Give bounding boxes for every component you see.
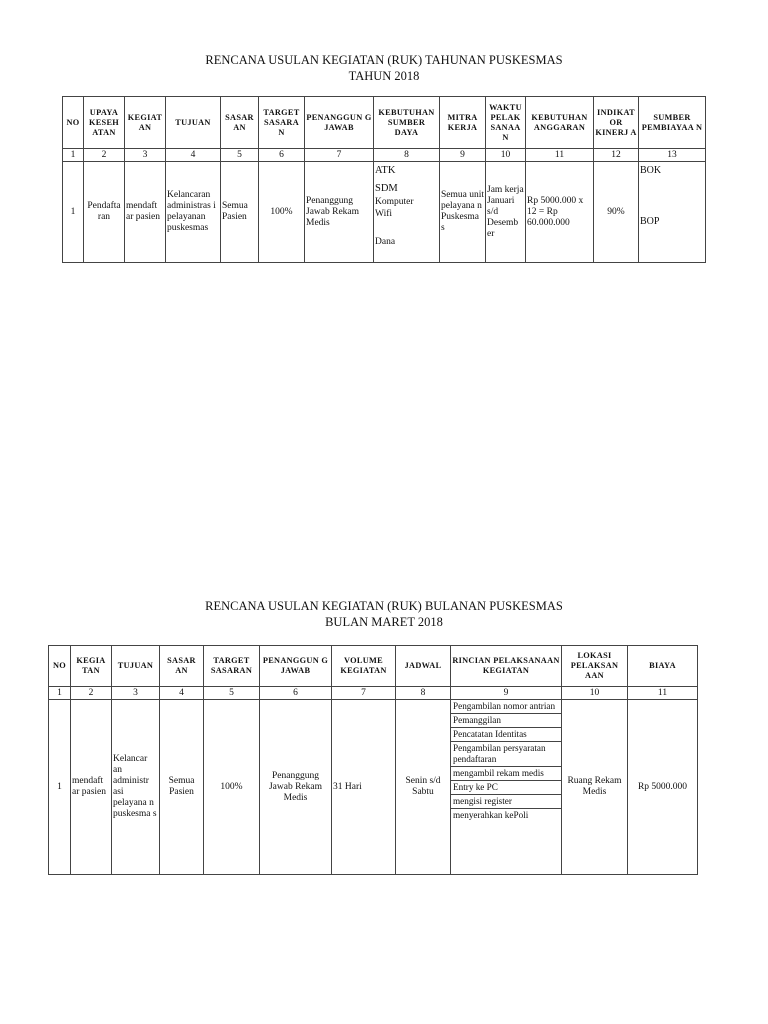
monthly-header-cell: SASAR AN (160, 646, 204, 687)
monthly-title (0, 598, 768, 630)
annual-ruk-table (62, 96, 706, 263)
monthly-number-cell: 1 (49, 687, 71, 700)
annual-kegiatan: mendaft ar pasien (125, 162, 166, 263)
annual-number-cell: 5 (221, 149, 259, 162)
monthly-sasaran: Semua Pasien (160, 700, 204, 875)
monthly-no: 1 (49, 700, 71, 875)
monthly-header-cell: RINCIAN PELAKSANAAN KEGIATAN (451, 646, 562, 687)
monthly-lokasi: Ruang Rekam Medis (562, 700, 628, 875)
annual-pembiayaan (639, 162, 706, 263)
annual-title-line1: RENCANA USULAN KEGIATAN (RUK) TAHUNAN PUSKESMAS (205, 53, 563, 67)
monthly-target: 100% (204, 700, 260, 875)
annual-number-cell: 7 (305, 149, 374, 162)
monthly-number-row (49, 687, 698, 700)
annual-number-cell: 4 (166, 149, 221, 162)
monthly-ruk-table (48, 645, 698, 875)
monthly-header-cell: NO (49, 646, 71, 687)
annual-waktu: Jam kerja Januari s/d Desemb er (486, 162, 526, 263)
annual-header-cell: KEBUTUHAN ANGGARAN (526, 97, 594, 149)
annual-header-cell: TUJUAN (166, 97, 221, 149)
monthly-number-cell: 9 (451, 687, 562, 700)
monthly-header-cell: JADWAL (396, 646, 451, 687)
annual-header-cell: SUMBER PEMBIAYAA N (639, 97, 706, 149)
annual-number-cell: 2 (84, 149, 125, 162)
rincian-item: menyerahkan kePoli (453, 810, 529, 820)
monthly-penanggung: Penanggung Jawab Rekam Medis (260, 700, 332, 875)
monthly-header-row (49, 646, 698, 687)
annual-header-cell: PENANGGUN G JAWAB (305, 97, 374, 149)
annual-penanggung: Penanggung Jawab Rekam Medis (305, 162, 374, 263)
monthly-header-cell: TUJUAN (112, 646, 160, 687)
annual-number-cell: 12 (594, 149, 639, 162)
annual-number-row (63, 149, 706, 162)
sumber-daya-wifi: Wifi (375, 209, 393, 219)
annual-number-cell: 1 (63, 149, 84, 162)
annual-number-cell: 9 (440, 149, 486, 162)
monthly-number-cell: 11 (628, 687, 698, 700)
rincian-item: mengisi register (451, 795, 561, 809)
monthly-number-cell: 6 (260, 687, 332, 700)
annual-no: 1 (63, 162, 84, 263)
monthly-header-cell: PENANGGUN G JAWAB (260, 646, 332, 687)
monthly-number-cell: 4 (160, 687, 204, 700)
annual-number-cell: 13 (639, 149, 706, 162)
annual-anggaran: Rp 5000.000 x 12 = Rp 60.000.000 (526, 162, 594, 263)
annual-target: 100% (259, 162, 305, 263)
monthly-number-cell: 10 (562, 687, 628, 700)
monthly-tujuan: Kelancar an administr asi pelayana n puskesma s (112, 700, 160, 875)
monthly-number-cell: 8 (396, 687, 451, 700)
rincian-item: mengambil rekam medis (451, 767, 561, 781)
monthly-biaya: Rp 5000.000 (628, 700, 698, 875)
sumber-daya-sdm: SDM (375, 183, 398, 194)
rincian-item: Pengambilan nomor antrian (451, 700, 561, 714)
monthly-number-cell: 2 (71, 687, 112, 700)
annual-mitra: Semua unit pelayana n Puskesma s (440, 162, 486, 263)
monthly-header-cell: LOKASI PELAKSAN AAN (562, 646, 628, 687)
monthly-title-line2: BULAN MARET 2018 (325, 615, 443, 629)
rincian-item: Entry ke PC (451, 781, 561, 795)
annual-header-cell: KEGIAT AN (125, 97, 166, 149)
annual-header-cell: UPAYA KESEH ATAN (84, 97, 125, 149)
sumber-daya-atk: ATK (375, 165, 396, 176)
rincian-item: Pemanggilan (451, 714, 561, 728)
annual-header-cell: KEBUTUHAN SUMBER DAYA (374, 97, 440, 149)
sumber-daya-dana: Dana (375, 237, 396, 247)
annual-header-cell: TARGET SASARA N (259, 97, 305, 149)
annual-title-line2: TAHUN 2018 (348, 69, 420, 83)
pembiayaan-bop: BOP (640, 216, 660, 227)
monthly-jadwal: Senin s/d Sabtu (396, 700, 451, 875)
annual-header-cell: INDIKAT OR KINERJ A (594, 97, 639, 149)
monthly-number-cell: 5 (204, 687, 260, 700)
annual-indikator: 90% (594, 162, 639, 263)
monthly-number-cell: 7 (332, 687, 396, 700)
monthly-kegiatan: mendaft ar pasien (71, 700, 112, 875)
annual-upaya: Pendafta ran (84, 162, 125, 263)
monthly-volume: 31 Hari (332, 700, 396, 875)
annual-title (0, 52, 768, 84)
annual-number-cell: 8 (374, 149, 440, 162)
annual-header-cell: WAKTU PELAK SANAA N (486, 97, 526, 149)
annual-data-row (63, 162, 706, 263)
monthly-number-cell: 3 (112, 687, 160, 700)
annual-sumber-daya (374, 162, 440, 263)
annual-sasaran: Semua Pasien (221, 162, 259, 263)
monthly-header-cell: TARGET SASARAN (204, 646, 260, 687)
monthly-header-cell: BIAYA (628, 646, 698, 687)
annual-number-cell: 6 (259, 149, 305, 162)
annual-header-cell: SASAR AN (221, 97, 259, 149)
annual-header-row (63, 97, 706, 149)
annual-number-cell: 11 (526, 149, 594, 162)
monthly-title-line1: RENCANA USULAN KEGIATAN (RUK) BULANAN PUSKESMAS (205, 599, 563, 613)
monthly-rincian (451, 700, 562, 875)
annual-header-cell: NO (63, 97, 84, 149)
annual-tujuan: Kelancaran administras i pelayanan puskesmas (166, 162, 221, 263)
annual-number-cell: 3 (125, 149, 166, 162)
monthly-header-cell: VOLUME KEGIATAN (332, 646, 396, 687)
monthly-header-cell: KEGIA TAN (71, 646, 112, 687)
rincian-item: Pengambilan persyaratan pendaftaran (451, 742, 561, 767)
annual-number-cell: 10 (486, 149, 526, 162)
monthly-data-row (49, 700, 698, 875)
pembiayaan-bok: BOK (640, 165, 662, 176)
rincian-item: Pencatatan Identitas (451, 728, 561, 742)
annual-header-cell: MITRA KERJA (440, 97, 486, 149)
sumber-daya-komputer: Komputer (375, 197, 414, 207)
